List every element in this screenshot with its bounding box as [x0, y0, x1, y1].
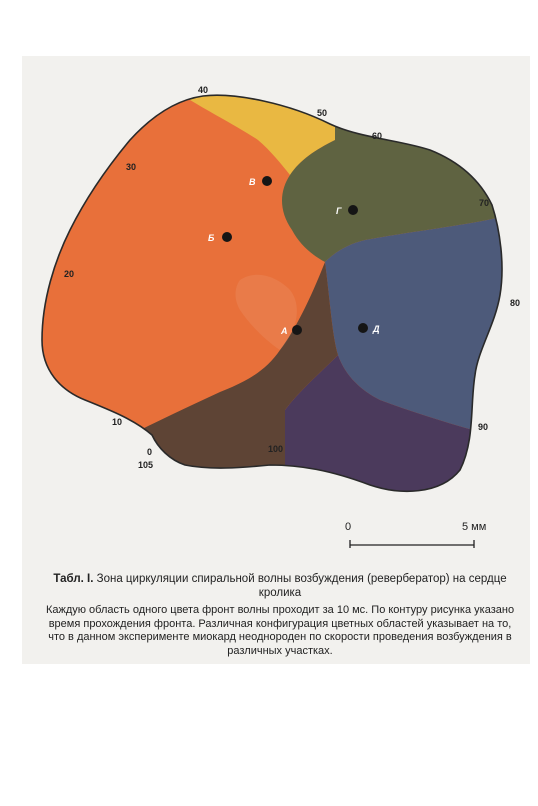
- point-a-marker: [292, 325, 302, 335]
- point-d-marker: [358, 323, 368, 333]
- scale-start-label: 0: [345, 521, 352, 533]
- contour-label-0: 0: [147, 447, 153, 457]
- contour-label-105: 105: [138, 460, 154, 470]
- contour-label-60: 60: [372, 131, 383, 141]
- point-g-marker: [348, 205, 358, 215]
- contour-label-40: 40: [198, 85, 209, 95]
- point-v-label: В: [249, 177, 256, 187]
- contour-label-30: 30: [126, 162, 137, 172]
- contour-label-100: 100: [268, 444, 284, 454]
- figure-caption: [40, 572, 520, 658]
- caption-title-text: Зона циркуляции спиральной волны возбуждения (ревербератор) на сердце кролика: [93, 573, 507, 599]
- contour-label-20: 20: [64, 269, 75, 279]
- colored-regions: [30, 80, 510, 520]
- scale-end-label: 5 мм: [462, 521, 487, 533]
- point-v-marker: [262, 176, 272, 186]
- contour-label-70: 70: [479, 198, 490, 208]
- point-d-label: Д: [373, 324, 380, 334]
- caption-body: Каждую область одного цвета фронт волны проходит за 10 мс. По контуру рисунка указано время прохождения фронта. Различная конфигурация цветных областей указывает на то, что в данном эксперименте миокард неоднороден по скорости проведения возбуждения в различных участках.: [45, 604, 515, 657]
- point-b-label: Б: [208, 233, 215, 243]
- contour-label-90: 90: [478, 422, 489, 432]
- contour-label-80: 80: [510, 298, 521, 308]
- caption-title: [40, 572, 520, 600]
- point-g-label: Г: [336, 206, 342, 216]
- point-a-label: А: [281, 326, 288, 336]
- caption-title-prefix: Табл. I.: [53, 573, 94, 585]
- scale-bar: [345, 521, 486, 548]
- point-b-marker: [222, 232, 232, 242]
- contour-label-10: 10: [112, 417, 123, 427]
- contour-label-50: 50: [317, 108, 328, 118]
